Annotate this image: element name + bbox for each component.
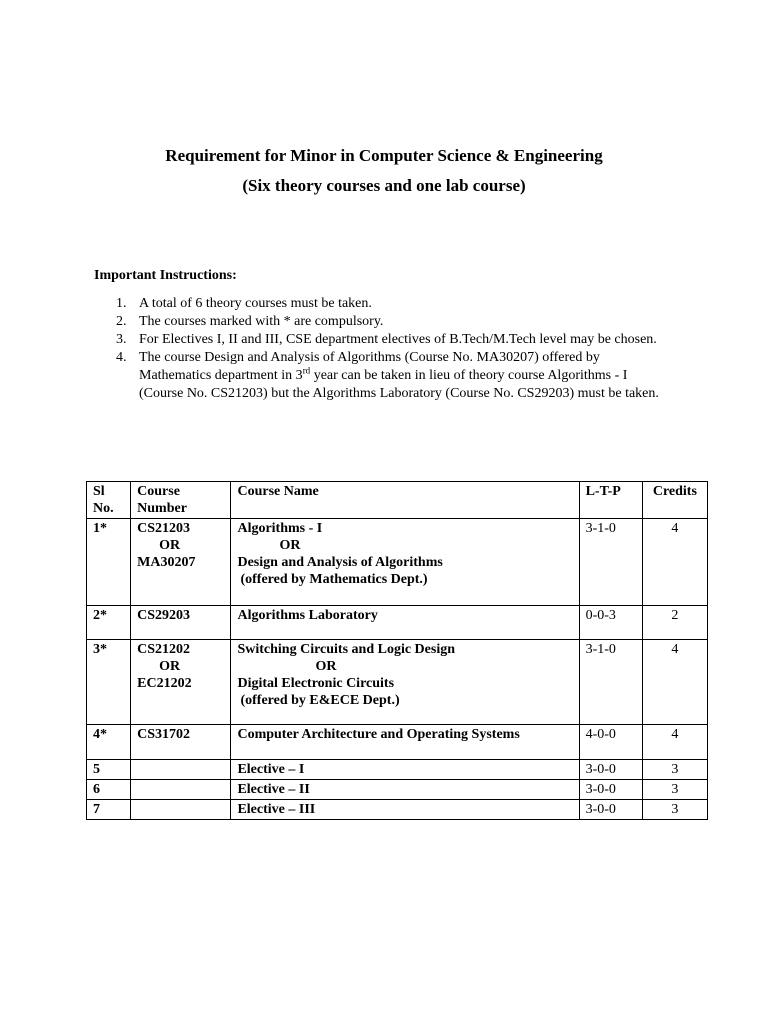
cell-course-name: Elective – II [231, 780, 579, 800]
table-row [87, 519, 708, 606]
table-row [87, 800, 708, 820]
cell-sl: 6 [87, 780, 131, 800]
table-row [87, 640, 708, 725]
cell-course-name: Computer Architecture and Operating Systems [231, 725, 579, 760]
cell-course-name: Algorithms - I OR Design and Analysis of Algorithms (offered by Mathematics Dept.) [231, 519, 579, 606]
cell-credits: 3 [642, 800, 707, 820]
cell-ltp: 3-1-0 [579, 640, 642, 725]
cell-ltp: 3-0-0 [579, 800, 642, 820]
cell-course-number: CS21202 OR EC21202 [131, 640, 231, 725]
table-row [87, 725, 708, 760]
cell-course-number [131, 760, 231, 780]
cell-course-name: Switching Circuits and Logic Design OR Digital Electronic Circuits (offered by E&ECE Dept.) [231, 640, 579, 725]
cell-credits: 2 [642, 606, 707, 640]
cell-course-name: Elective – I [231, 760, 579, 780]
cell-credits: 4 [642, 519, 707, 606]
cell-ltp: 3-1-0 [579, 519, 642, 606]
instruction-item: 3. For Electives I, II and III, CSE department electives of B.Tech/M.Tech level may be chosen. [116, 332, 657, 347]
cell-credits: 4 [642, 725, 707, 760]
instruction-item: 1. A total of 6 theory courses must be taken. [116, 296, 372, 311]
courses-table [86, 481, 708, 820]
cell-sl: 1* [87, 519, 131, 606]
instructions-list [94, 295, 674, 403]
cell-ltp: 0-0-3 [579, 606, 642, 640]
cell-credits: 4 [642, 640, 707, 725]
header-credits: Credits [642, 482, 707, 519]
cell-sl: 5 [87, 760, 131, 780]
cell-course-number: CS29203 [131, 606, 231, 640]
instruction-item: 2. The courses marked with * are compulsory. [116, 314, 384, 329]
table-header-row [87, 482, 708, 519]
cell-ltp: 3-0-0 [579, 760, 642, 780]
cell-course-number: CS31702 [131, 725, 231, 760]
cell-sl: 2* [87, 606, 131, 640]
instruction-item: 4. The course Design and Analysis of Algorithms (Course No. MA30207) offered by Mathematics department in 3rd year can be taken in lieu of theory course Algorithms - I (Course No. CS21203) but the Algorithms Laboratory (Course No. CS29203) must be taken. [116, 350, 659, 401]
cell-course-number: CS21203 OR MA30207 [131, 519, 231, 606]
cell-course-number [131, 800, 231, 820]
table-row [87, 780, 708, 800]
cell-course-name: Elective – III [231, 800, 579, 820]
table-row [87, 606, 708, 640]
header-ltp: L-T-P [579, 482, 642, 519]
cell-credits: 3 [642, 760, 707, 780]
cell-ltp: 4-0-0 [579, 725, 642, 760]
header-course-number: Course Number [131, 482, 231, 519]
header-course-name: Course Name [231, 482, 579, 519]
cell-sl: 7 [87, 800, 131, 820]
cell-course-number [131, 780, 231, 800]
header-sl-no: Sl No. [87, 482, 131, 519]
page-title: Requirement for Minor in Computer Science & Engineering [165, 146, 603, 165]
cell-credits: 3 [642, 780, 707, 800]
page-subtitle: (Six theory courses and one lab course) [242, 176, 526, 195]
cell-sl: 4* [87, 725, 131, 760]
cell-sl: 3* [87, 640, 131, 725]
instructions-heading: Important Instructions: [94, 268, 237, 283]
cell-course-name: Algorithms Laboratory [231, 606, 579, 640]
cell-ltp: 3-0-0 [579, 780, 642, 800]
table-row [87, 760, 708, 780]
